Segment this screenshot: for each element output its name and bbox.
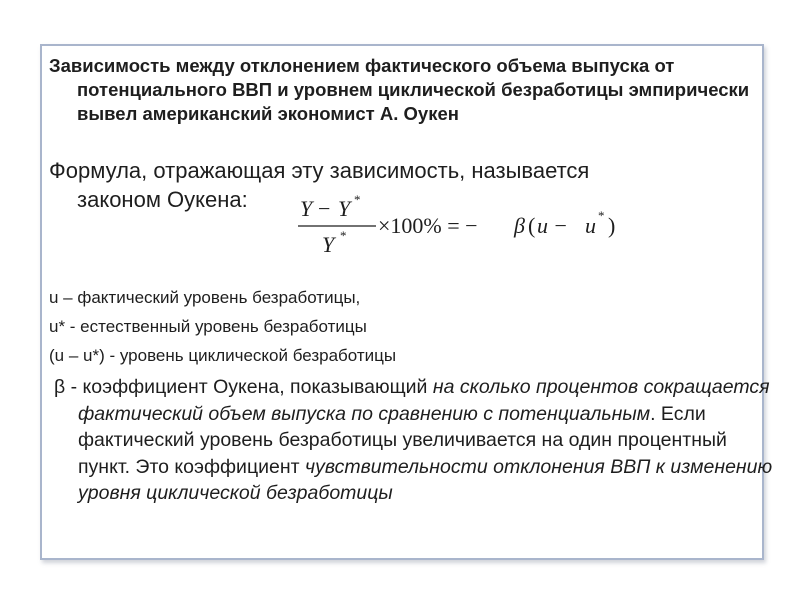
beta-text-3: . Если фактический уровень безработицы увеличивается на один процентный пункт. Это коэффициент — [78, 402, 727, 478]
formula-intro-line2: законом Оукена: — [77, 187, 248, 212]
denominator-y: Y — [322, 232, 335, 257]
numerator-y: Y — [300, 196, 313, 221]
numerator-minus: − — [318, 196, 331, 221]
beta-symbol: β — [514, 213, 525, 238]
open-paren: ( — [528, 213, 536, 238]
definition-u: u – фактический уровень безработицы, — [49, 288, 361, 307]
close-paren: ) — [608, 213, 616, 238]
formula-intro-line1: Формула, отражающая эту зависимость, называется — [49, 158, 590, 183]
u-star: * — [598, 208, 605, 223]
beta-text-4: чувствительности отклонения ВВП к изменению уровня циклической безработицы — [78, 455, 773, 504]
beta-text-1: β - коэффициент Оукена, показывающий — [54, 376, 433, 398]
definition-u-diff: (u – u*) - уровень циклической безработицы — [49, 346, 397, 365]
intro-paragraph: Зависимость между отклонением фактического объема выпуска от потенциального ВВП и уровнем циклической безработицы эмпирически вывел американский экономист А. Оукен — [49, 55, 750, 124]
okun-formula — [296, 192, 636, 264]
times-100-percent: ×100% = − — [378, 213, 478, 238]
u-star-symbol: u — [585, 213, 596, 238]
u-symbol: u — [537, 213, 548, 238]
beta-definition — [54, 374, 778, 507]
numerator-star: * — [354, 192, 361, 207]
beta-text-2: на сколько процентов сокращается фактический объем выпуска по сравнению с потенциальным — [78, 376, 770, 425]
definition-u-star: u* - естественный уровень безработицы — [49, 317, 367, 336]
numerator-y-star: Y — [338, 196, 351, 221]
denominator-star: * — [340, 228, 347, 243]
inner-minus: − — [549, 213, 573, 238]
